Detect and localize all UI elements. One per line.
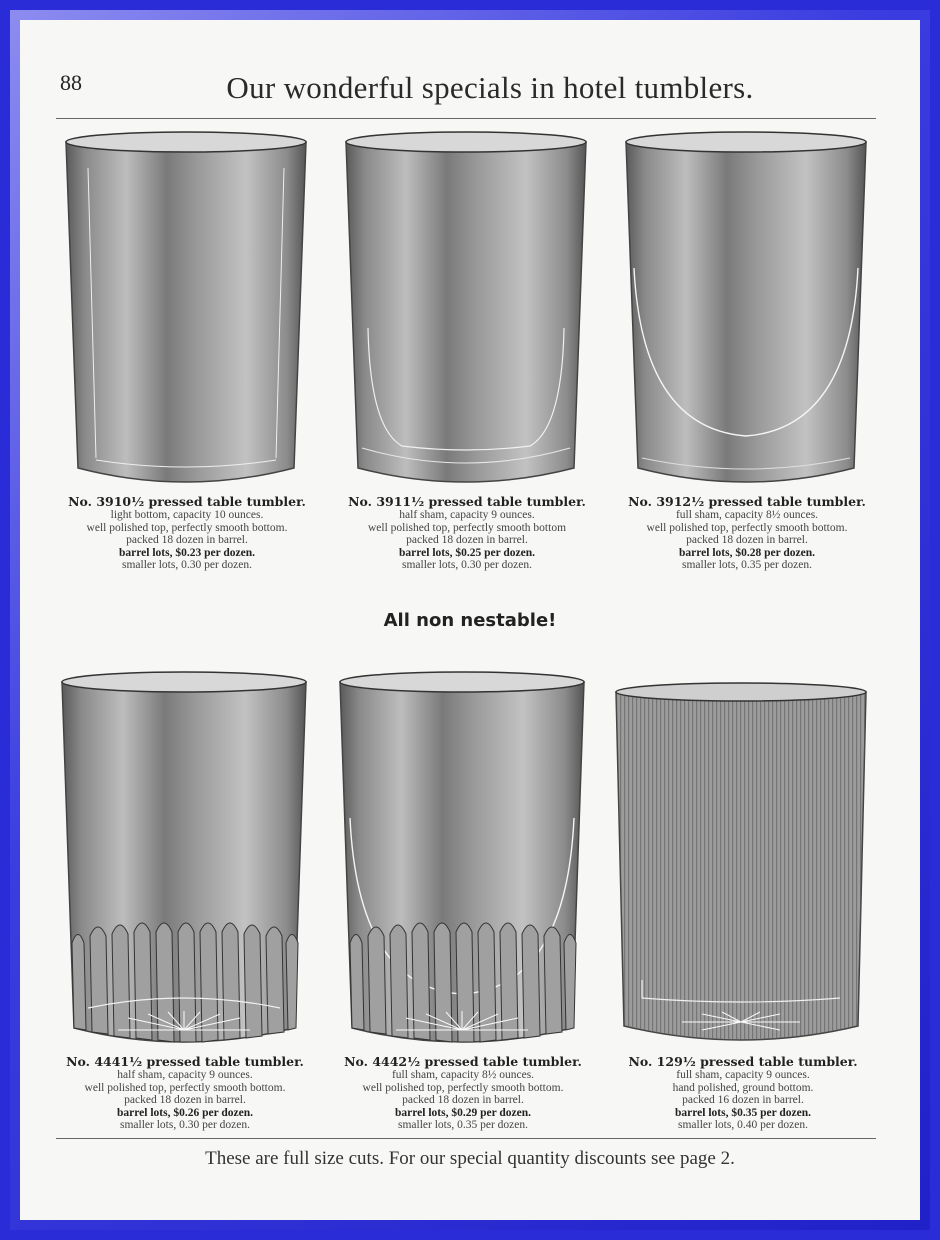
barrel-price: barrel lots, $0.35 per dozen. xyxy=(675,1106,811,1119)
page-number: 88 xyxy=(60,70,82,95)
catalog-page xyxy=(20,20,920,1220)
barrel-price: barrel lots, $0.29 per dozen. xyxy=(395,1106,531,1119)
item-detail: full sham, capacity 9 ounces. xyxy=(676,1069,810,1081)
item-detail: light bottom, capacity 10 ounces. xyxy=(110,509,264,521)
tumbler-caption xyxy=(318,1054,608,1132)
item-detail: well polished top, perfectly smooth bottom. xyxy=(362,1081,564,1094)
header-rule xyxy=(56,118,876,119)
page-title: Our wonderful specials in hotel tumblers. xyxy=(226,70,754,105)
tumbler-illustration xyxy=(622,128,870,488)
item-heading: No. 3910½ pressed table tumbler. xyxy=(68,494,306,509)
tumbler-illustration xyxy=(336,668,588,1048)
tumbler-caption xyxy=(42,494,332,572)
item-detail: well polished top, perfectly smooth bottom xyxy=(367,521,567,534)
section-note: All non nestable! xyxy=(383,610,557,631)
tumbler-caption xyxy=(322,494,612,572)
smaller-price: smaller lots, 0.35 per dozen. xyxy=(682,559,812,571)
smaller-price: smaller lots, 0.30 per dozen. xyxy=(120,1119,250,1131)
item-detail: packed 18 dozen in barrel. xyxy=(124,1094,246,1106)
item-detail: well polished top, perfectly smooth bottom. xyxy=(646,521,848,534)
item-detail: well polished top, perfectly smooth bottom. xyxy=(86,521,288,534)
item-detail: packed 18 dozen in barrel. xyxy=(402,1094,524,1106)
item-detail: half sham, capacity 9 ounces. xyxy=(399,509,535,521)
item-detail: packed 18 dozen in barrel. xyxy=(686,534,808,546)
barrel-price: barrel lots, $0.28 per dozen. xyxy=(679,546,815,559)
barrel-price: barrel lots, $0.25 per dozen. xyxy=(399,546,535,559)
item-detail: packed 18 dozen in barrel. xyxy=(406,534,528,546)
item-heading: No. 3912½ pressed table tumbler. xyxy=(628,494,866,509)
tumbler-caption xyxy=(40,1054,330,1132)
item-detail: packed 18 dozen in barrel. xyxy=(126,534,248,546)
item-heading: No. 4441½ pressed table tumbler. xyxy=(66,1054,304,1069)
smaller-price: smaller lots, 0.30 per dozen. xyxy=(122,559,252,571)
tumbler-illustration xyxy=(58,668,310,1048)
tumbler-illustration xyxy=(62,128,310,488)
item-detail: full sham, capacity 8½ ounces. xyxy=(391,1069,535,1081)
tumbler-illustration xyxy=(612,680,870,1050)
item-heading: No. 3911½ pressed table tumbler. xyxy=(348,494,586,509)
item-detail: packed 16 dozen in barrel. xyxy=(682,1094,804,1106)
item-heading: No. 4442½ pressed table tumbler. xyxy=(344,1054,582,1069)
item-detail: well polished top, perfectly smooth bottom. xyxy=(84,1081,286,1094)
item-detail: half sham, capacity 9 ounces. xyxy=(117,1069,253,1081)
tumbler-illustration xyxy=(342,128,590,488)
item-detail: full sham, capacity 8½ ounces. xyxy=(675,509,819,521)
smaller-price: smaller lots, 0.35 per dozen. xyxy=(398,1119,528,1131)
tumbler-caption xyxy=(598,1054,888,1132)
footer-rule xyxy=(56,1138,876,1139)
barrel-price: barrel lots, $0.26 per dozen. xyxy=(117,1106,253,1119)
smaller-price: smaller lots, 0.40 per dozen. xyxy=(678,1119,808,1131)
barrel-price: barrel lots, $0.23 per dozen. xyxy=(119,546,255,559)
tumbler-caption xyxy=(602,494,892,572)
item-heading: No. 129½ pressed table tumbler. xyxy=(628,1054,858,1069)
smaller-price: smaller lots, 0.30 per dozen. xyxy=(402,559,532,571)
item-detail: hand polished, ground bottom. xyxy=(672,1081,814,1094)
page-footer: These are full size cuts. For our special quantity discounts see page 2. xyxy=(205,1148,735,1169)
